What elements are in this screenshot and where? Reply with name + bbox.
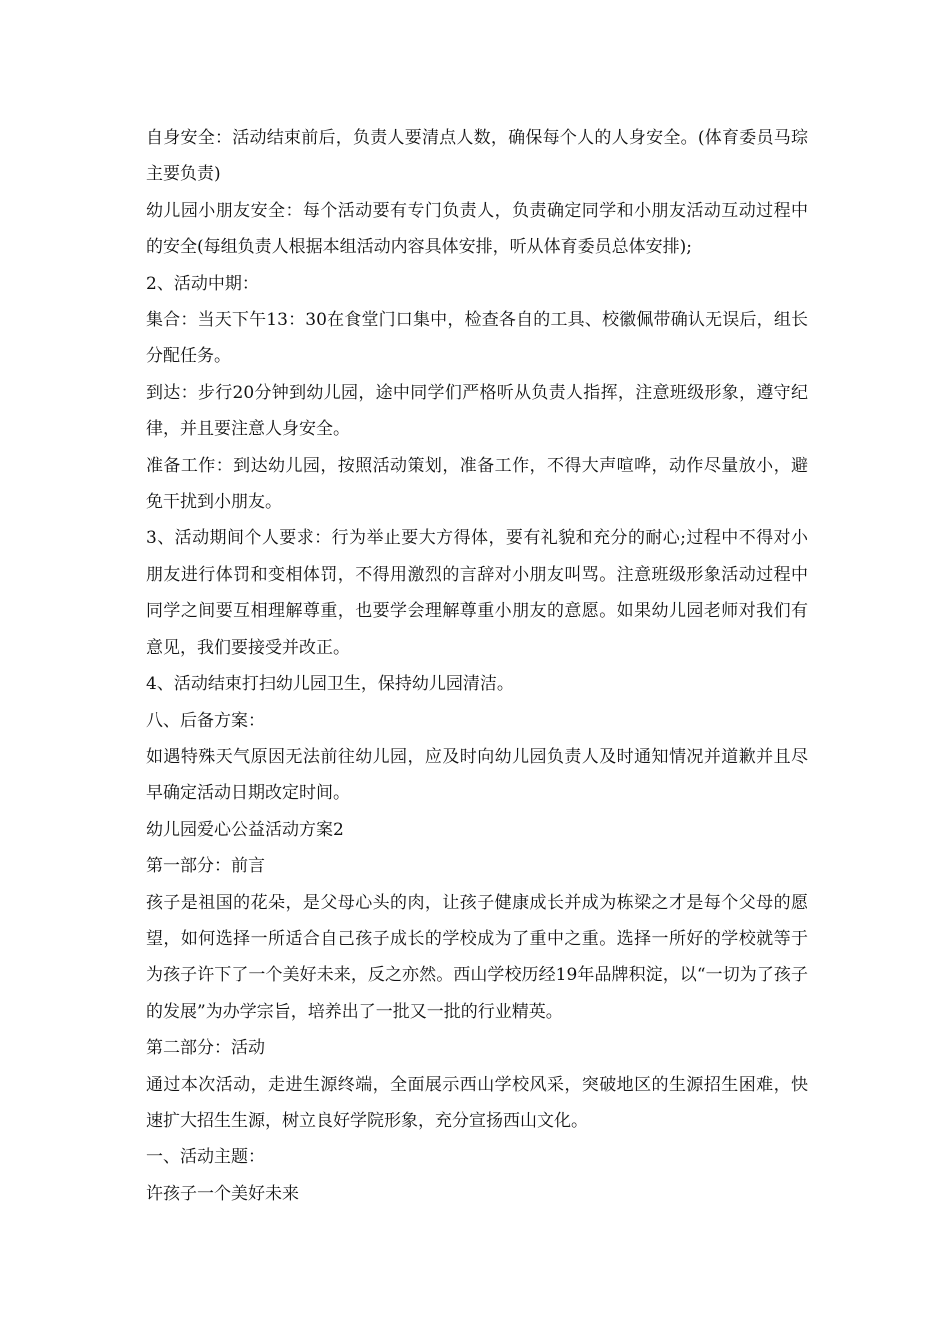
heading-activity-theme: 一、活动主题： (146, 1147, 265, 1168)
paragraph-cleanup: 4、活动结束打扫幼儿园卫生，保持幼儿园清洁。 (146, 674, 514, 695)
heading-part-one: 第一部分：前言 (146, 856, 265, 877)
paragraph-preface: 孩子是祖国的花朵，是父母心头的肉，让孩子健康成长并成为栋梁之才是每个父母的愿望，如何选择一所适合自己孩子成长的学校成为了重中之重。选择一所好的学校就等于为孩子许下了一个美好未来，反之亦然。西山学校历经19年品牌积淀，以“一切为了孩子的发展”为办学宗旨，培养出了一批又一批的行业精英。 (146, 892, 808, 1022)
paragraph-arrival: 到达：步行20分钟到幼儿园，途中同学们严格听从负责人指挥，注意班级形象，遵守纪律，并且要注意人身安全。 (146, 382, 808, 440)
paragraph-activity-theme: 许孩子一个美好未来 (146, 1183, 299, 1204)
heading-plan-2: 幼儿园爱心公益活动方案2 (146, 819, 344, 840)
document-body (146, 120, 808, 1212)
paragraph-personal-requirements: 3、活动期间个人要求：行为举止要大方得体，要有礼貌和充分的耐心;过程中不得对小朋友进行体罚和变相体罚，不得用激烈的言辞对小朋友叫骂。注意班级形象活动过程中同学之间要互相理解尊重，也要学会理解尊重小朋友的意愿。如果幼儿园老师对我们有意见，我们要接受并改正。 (146, 528, 808, 658)
paragraph-self-safety: 自身安全：活动结束前后，负责人要清点人数，确保每个人的人身安全。(体育委员马琮主要负责) (146, 128, 808, 185)
paragraph-backup-plan: 如遇特殊天气原因无法前往幼儿园，应及时向幼儿园负责人及时通知情况并道歉并且尽早确定活动日期改定时间。 (146, 746, 808, 804)
paragraph-gathering: 集合：当天下午13：30在食堂门口集中，检查各自的工具、校徽佩带确认无误后，组长分配任务。 (146, 310, 808, 367)
paragraph-kids-safety: 幼儿园小朋友安全：每个活动要有专门负责人，负责确定同学和小朋友活动互动过程中的安全(每组负责人根据本组活动内容具体安排，听从体育委员总体安排); (146, 200, 808, 258)
heading-backup-plan: 八、后备方案： (146, 710, 265, 731)
paragraph-activity-purpose: 通过本次活动，走进生源终端，全面展示西山学校风采，突破地区的生源招生困难，快速扩大招生生源，树立良好学院形象，充分宣扬西山文化。 (146, 1074, 808, 1131)
heading-mid-phase: 2、活动中期： (146, 273, 259, 294)
heading-part-two: 第二部分：活动 (146, 1038, 265, 1059)
paragraph-preparation: 准备工作：到达幼儿园，按照活动策划，准备工作，不得大声喧哗，动作尽量放小，避免干扰到小朋友。 (146, 455, 808, 513)
